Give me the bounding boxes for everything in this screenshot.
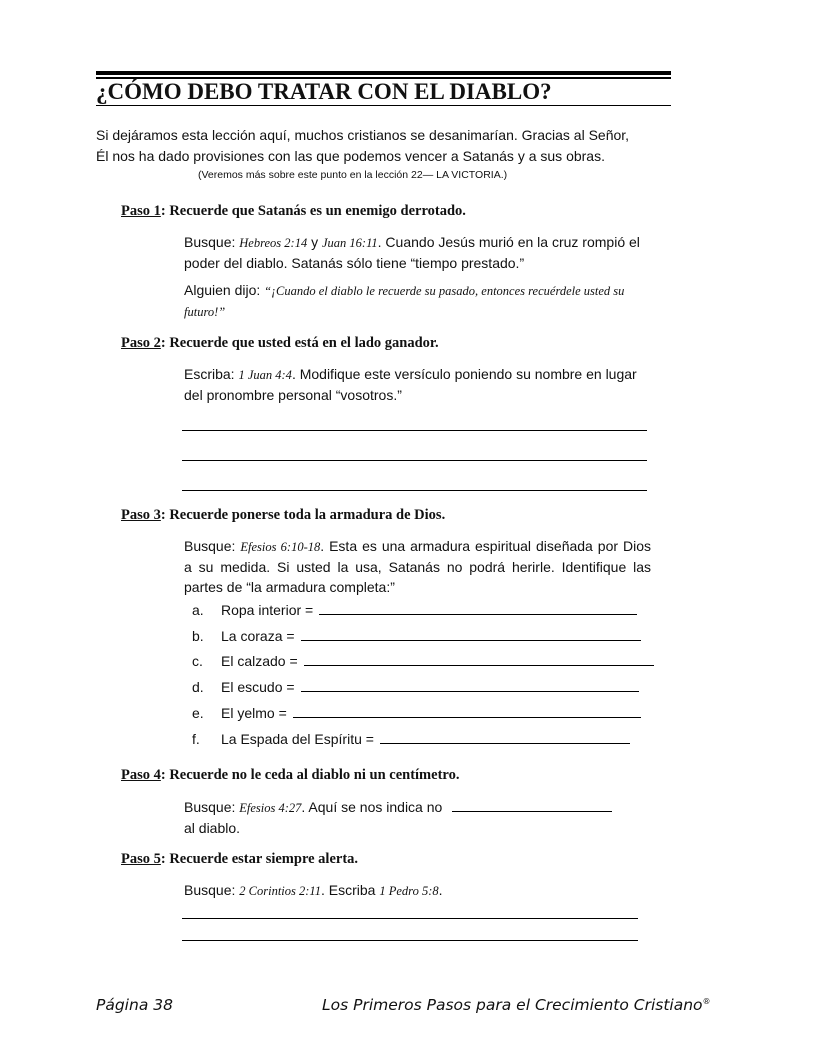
page-title: ¿CÓMO DEBO TRATAR CON EL DIABLO? — [96, 79, 671, 106]
scripture-ref: 2 Corintios 2:11 — [239, 884, 321, 898]
answer-blank[interactable] — [452, 797, 612, 812]
scripture-ref: Efesios 6:10-18 — [240, 540, 321, 554]
paso-3-heading — [121, 507, 445, 524]
scripture-ref: 1 Pedro 5:8 — [379, 884, 439, 898]
answer-line[interactable] — [182, 490, 647, 491]
armor-item: c. El calzado = — [192, 651, 654, 670]
armor-item: e. El yelmo = — [192, 703, 641, 722]
paso-5-busque: Busque: 2 Corintios 2:11. Escriba 1 Pedro 5:8. — [184, 882, 443, 898]
paso-4-heading — [121, 767, 459, 784]
armor-item: f. La Espada del Espíritu = — [192, 729, 630, 748]
paso-1-busque: Busque: Hebreos 2:14 y Juan 16:11. Cuando Jesús murió en la cruz rompió el poder del diablo. Satanás sólo tiene “tiempo prestado.” — [184, 234, 640, 271]
scripture-ref: Hebreos 2:14 — [239, 236, 308, 250]
paso-4-busque: Busque: Efesios 4:27. Aquí se nos indica no al diablo. — [184, 797, 651, 838]
paso-5-title: : Recuerde estar siempre alerta. — [160, 851, 359, 867]
armor-item: d. El escudo = — [192, 677, 639, 696]
scripture-ref: 1 Juan 4:4 — [238, 368, 292, 382]
page-number: Página 38 — [96, 996, 173, 1014]
paso-4-title: : Recuerde no le ceda al diablo ni un centímetro. — [160, 767, 460, 783]
paso-1-title: : Recuerde que Satanás es un enemigo derrotado. — [160, 203, 466, 219]
answer-line[interactable] — [182, 430, 647, 431]
armor-item: a. Ropa interior = — [192, 600, 637, 619]
title-top-rule — [96, 71, 671, 75]
answer-blank[interactable] — [304, 651, 654, 666]
answer-blank[interactable] — [380, 729, 630, 744]
paso-1-quote: Alguien dijo: “¡Cuando el diablo le recuerde su pasado, entonces recuérdele usted su futuro!” — [184, 282, 625, 319]
paso-5-heading — [121, 851, 358, 868]
paso-3-title: : Recuerde ponerse toda la armadura de Dios. — [160, 507, 446, 523]
answer-blank[interactable] — [319, 600, 637, 615]
answer-line[interactable] — [182, 460, 647, 461]
answer-blank[interactable] — [301, 677, 639, 692]
registered-mark: ® — [702, 996, 711, 1006]
scripture-ref: Juan 16:11 — [321, 236, 378, 250]
paso-1-heading — [121, 203, 466, 220]
intro-line-2: Él nos ha dado provisiones con las que podemos vencer a Satanás y a sus obras. — [96, 148, 605, 164]
answer-line[interactable] — [182, 918, 638, 919]
paso-1-label: Paso 1 — [121, 203, 161, 219]
book-title: Los Primeros Pasos para el Crecimiento Cristiano® — [322, 996, 711, 1014]
paso-2-label: Paso 2 — [121, 335, 161, 351]
answer-blank[interactable] — [301, 626, 641, 641]
paso-3-label: Paso 3 — [121, 507, 161, 523]
paso-2-heading — [121, 335, 439, 352]
paso-3-busque: Busque: Efesios 6:10-18. Esta es una armadura espiritual diseñada por Dios a su medida. Si usted la usa, Satanás no podrá herirle. Identifique las partes de “la armadura completa:” — [184, 538, 651, 595]
paso-2-escriba: Escriba: 1 Juan 4:4. Modifique este versículo poniendo su nombre en lugar del pronombre personal “vosotros.” — [184, 366, 637, 403]
quote-text: “¡Cuando el diablo le recuerde su pasado, entonces recuérdele usted su futuro!” — [184, 284, 625, 319]
lesson-note: (Veremos más sobre este punto en la lección 22— LA VICTORIA.) — [198, 169, 508, 181]
intro-line-1: Si dejáramos esta lección aquí, muchos cristianos se desanimarían. Gracias al Señor, — [96, 127, 630, 143]
answer-line[interactable] — [182, 940, 638, 941]
scripture-ref: Efesios 4:27 — [239, 801, 302, 815]
paso-2-title: : Recuerde que usted está en el lado ganador. — [160, 335, 439, 351]
answer-blank[interactable] — [293, 703, 641, 718]
paso-5-label: Paso 5 — [121, 851, 161, 867]
paso-4-label: Paso 4 — [121, 767, 161, 783]
armor-item: b. La coraza = — [192, 626, 641, 645]
